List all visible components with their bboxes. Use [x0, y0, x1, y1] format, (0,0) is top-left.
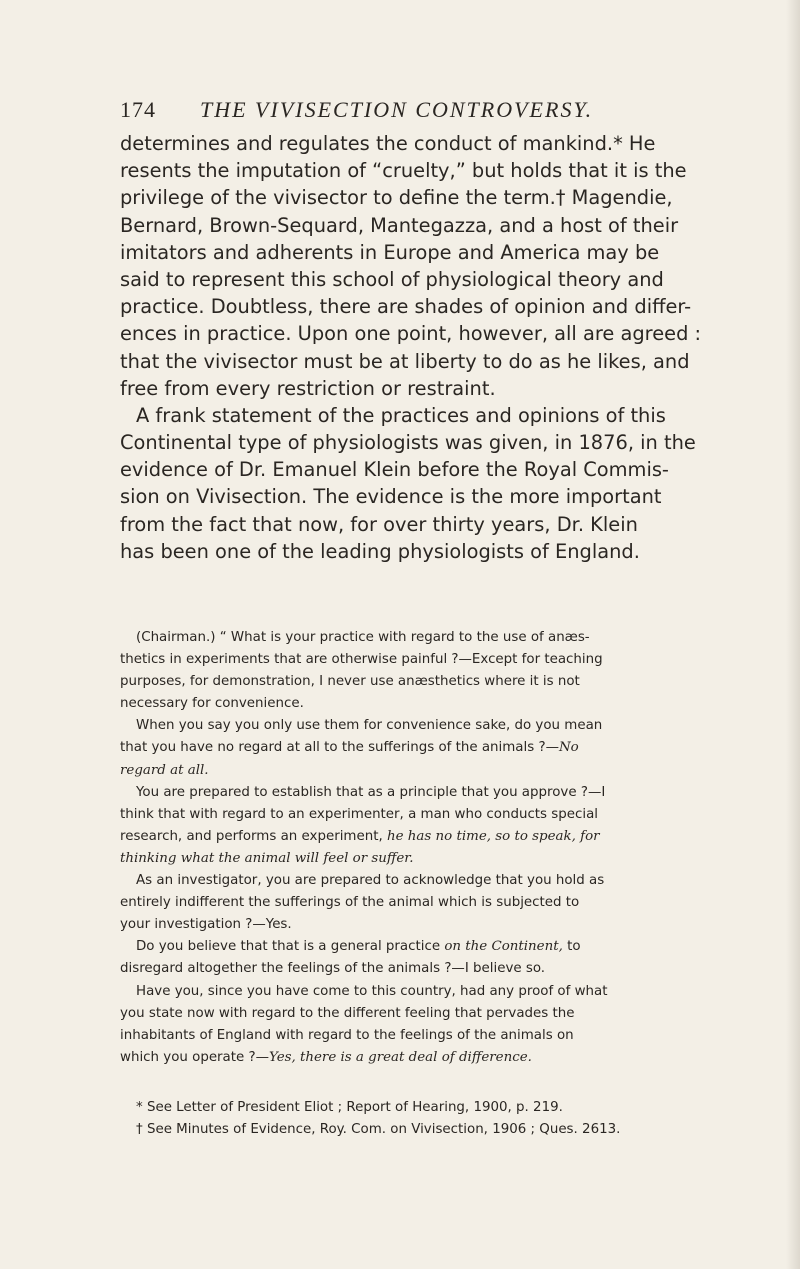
testimony-line: Have you, since you have come to this country, had any proof of what [136, 983, 608, 999]
testimony-text: that you have no regard at all to the sufferings of the animals ?— [120, 740, 559, 756]
testimony-line [120, 936, 720, 958]
testimony-line: entirely indifferent the sufferings of the animal which is subjected to [120, 895, 580, 911]
italic-answer: Yes, there is a great deal of difference. [269, 1049, 532, 1065]
body-line: that the vivisector must be at liberty to do as he likes, and [120, 349, 690, 373]
running-title: THE VIVISECTION CONTROVERSY. [200, 97, 594, 122]
body-line: free from every restriction or restraint. [120, 376, 496, 400]
testimony-line: You are prepared to establish that as a principle that you approve ?—I [136, 784, 606, 800]
body-line: practice. Doubtless, there are shades of opinion and differ- [120, 295, 692, 319]
testimony-line: you state now with regard to the different feeling that pervades the [120, 1005, 575, 1021]
body-line: sion on Vivisection. The evidence is the more important [120, 485, 662, 509]
testimony-line: thetics in experiments that are otherwise painful ?—Except for teaching [120, 652, 603, 668]
testimony-line: inhabitants of England with regard to the feelings of the animals on [120, 1027, 574, 1043]
testimony-line: think that with regard to an experimenter, a man who conducts special [120, 806, 599, 822]
body-line: imitators and adherents in Europe and America may be [120, 240, 660, 264]
testimony-line: As an investigator, you are prepared to acknowledge that you hold as [136, 873, 605, 889]
page-header [120, 97, 720, 131]
footnotes [120, 1097, 720, 1141]
testimony-line: your investigation ?—Yes. [120, 917, 292, 933]
italic-answer: thinking what the animal will feel or suffer. [120, 850, 414, 866]
body-line: Bernard, Brown-Sequard, Mantegazza, and a host of their [120, 213, 679, 237]
testimony-line: disregard altogether the feelings of the animals ?—I believe so. [120, 961, 546, 977]
italic-answer: No [558, 740, 579, 756]
testimony-line: necessary for convenience. [120, 696, 304, 712]
testimony-line [120, 737, 720, 759]
body-line: from the fact that now, for over thirty years, Dr. Klein [120, 512, 638, 536]
footnote: * See Letter of President Eliot ; Report of Hearing, 1900, p. 219. [136, 1100, 563, 1115]
italic-phrase: on the Continent, [444, 939, 563, 955]
body-line: privilege of the vivisector to define the term.† Magendie, [120, 186, 673, 210]
testimony-block [120, 627, 720, 1069]
testimony-text: which you operate ?— [120, 1049, 270, 1065]
testimony-line: purposes, for demonstration, I never use anæsthetics where it is not [120, 674, 580, 690]
testimony-line [120, 1047, 720, 1069]
body-line: determines and regulates the conduct of mankind.* He [120, 132, 656, 155]
body-line: said to represent this school of physiological theory and [120, 267, 664, 291]
testimony-text: Do you believe that that is a general practice [136, 939, 445, 955]
footnote: † See Minutes of Evidence, Roy. Com. on Vivisection, 1906 ; Ques. 2613. [136, 1122, 621, 1137]
body-line: A frank statement of the practices and opinions of this [136, 403, 666, 427]
page-edge-shadow [786, 0, 800, 1269]
italic-answer: he has no time, so to speak, for [386, 828, 600, 844]
body-line: has been one of the leading physiologists of England. [120, 539, 640, 563]
body-line: ences in practice. Upon one point, however, all are agreed : [120, 322, 702, 346]
testimony-text: to [562, 939, 581, 955]
testimony-line: When you say you only use them for convenience sake, do you mean [136, 718, 603, 734]
body-line: resents the imputation of “cruelty,” but holds that it is the [120, 159, 687, 183]
testimony-line [120, 826, 720, 848]
body-line: evidence of Dr. Emanuel Klein before the Royal Commis- [120, 458, 669, 482]
testimony-line: (Chairman.) “ What is your practice with regard to the use of anæs- [136, 630, 590, 645]
italic-answer: regard at all. [120, 762, 209, 778]
testimony-text: research, and performs an experiment, [120, 828, 387, 844]
main-paragraphs [120, 130, 720, 565]
body-line: Continental type of physiologists was given, in 1876, in the [120, 431, 696, 455]
page-number: 174 [120, 97, 156, 122]
